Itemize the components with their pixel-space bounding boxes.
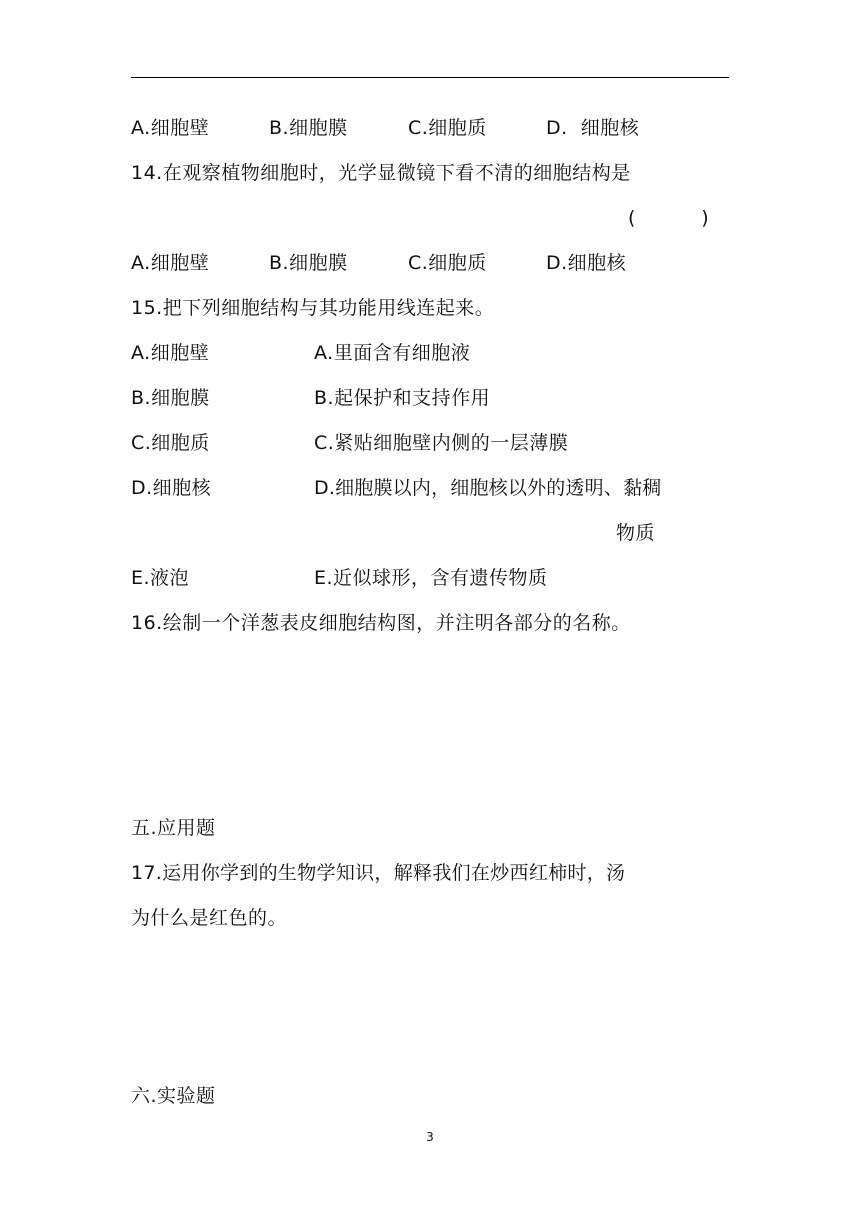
q13-option-a: A.细胞壁 xyxy=(131,117,210,139)
q15-function: E.近似球形，含有遗传物质 xyxy=(314,567,548,589)
q15-structure: C.细胞质 xyxy=(131,432,210,454)
q14-option-d: D.细胞核 xyxy=(546,252,627,274)
page-number: 3 xyxy=(426,1130,434,1144)
q15-function: B.起保护和支持作用 xyxy=(314,387,491,409)
q17-line2: 为什么是红色的。 xyxy=(131,907,288,929)
q15-structure: E.液泡 xyxy=(131,567,190,589)
q17-line1: 17.运用你学到的生物学知识，解释我们在炒西红柿时，汤 xyxy=(131,862,626,884)
q13-option-d: D. 细胞核 xyxy=(546,117,640,139)
q15-stem: 15.把下列细胞结构与其功能用线连起来。 xyxy=(131,297,495,319)
q15-structure: B.细胞膜 xyxy=(131,387,210,409)
q15-structure: A.细胞壁 xyxy=(131,342,210,364)
q14-option-a: A.细胞壁 xyxy=(131,252,210,274)
q14-option-b: B.细胞膜 xyxy=(269,252,348,274)
q14-stem: 14.在观察植物细胞时，光学显微镜下看不清的细胞结构是 xyxy=(131,162,631,184)
section5-heading: 五.应用题 xyxy=(131,817,216,839)
q13-option-c: C.细胞质 xyxy=(408,117,487,139)
q15-function-continuation: 物质 xyxy=(616,522,656,544)
q15-function: D.细胞膜以内，细胞核以外的透明、黏稠 xyxy=(314,477,662,499)
q14-answer-bracket: ( ) xyxy=(628,207,710,229)
q15-function: C.紧贴细胞壁内侧的一层薄膜 xyxy=(314,432,569,454)
q15-function: A.里面含有细胞液 xyxy=(314,342,471,364)
header-rule xyxy=(131,77,729,78)
q15-structure: D.细胞核 xyxy=(131,477,212,499)
q14-option-c: C.细胞质 xyxy=(408,252,487,274)
q16-stem: 16.绘制一个洋葱表皮细胞结构图，并注明各部分的名称。 xyxy=(131,612,631,634)
q13-option-b: B.细胞膜 xyxy=(269,117,348,139)
section6-heading: 六.实验题 xyxy=(131,1085,216,1107)
